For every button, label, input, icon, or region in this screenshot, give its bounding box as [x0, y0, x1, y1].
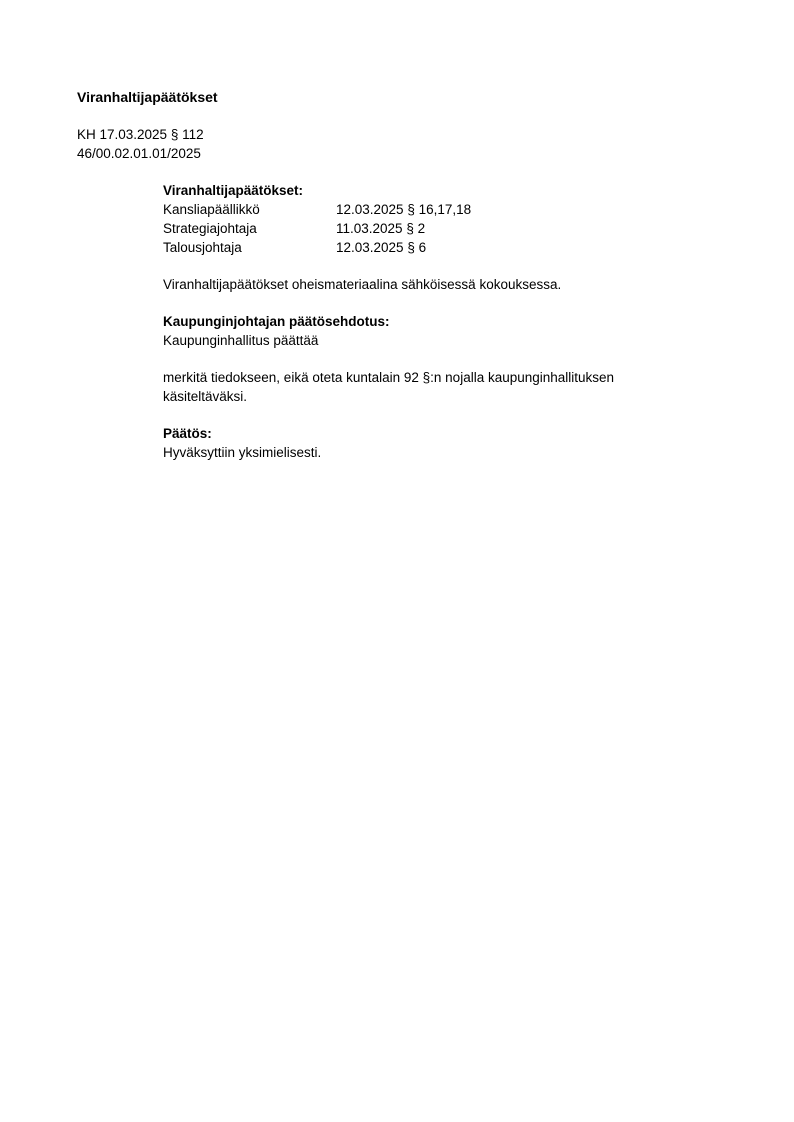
decisions-heading: Viranhaltijapäätökset: — [163, 183, 304, 198]
decision-ref: 11.03.2025 § 2 — [336, 221, 426, 236]
decision-row — [163, 219, 683, 238]
decision-ref: 12.03.2025 § 16,17,18 — [336, 202, 472, 217]
proposal-heading: Kaupunginjohtajan päätösehdotus: — [163, 314, 390, 329]
proposal-body: merkitä tiedokseen, eikä oteta kuntalain 92 §:n nojalla kaupunginhallituksen käsiteltäväksi. — [163, 370, 615, 404]
decision-row — [163, 238, 683, 257]
document-body — [163, 181, 683, 462]
record-id: 46/00.02.01.01/2025 — [77, 146, 201, 161]
decisions-note: Viranhaltijapäätökset oheismateriaalina sähköisessä kokouksessa. — [163, 277, 562, 292]
proposal-intro: Kaupunginhallitus päättää — [163, 333, 319, 348]
decision-ref: 12.03.2025 § 6 — [336, 240, 427, 255]
decision-row — [163, 200, 683, 219]
document-title: Viranhaltijapäätökset — [77, 89, 218, 105]
resolution-text: Hyväksyttiin yksimielisesti. — [163, 445, 322, 460]
meeting-reference — [77, 125, 204, 163]
resolution-heading: Päätös: — [163, 426, 212, 441]
meeting-paragraph: KH 17.03.2025 § 112 — [77, 127, 204, 142]
decision-role: Strategiajohtaja — [163, 221, 257, 236]
decision-role: Talousjohtaja — [163, 240, 242, 255]
decision-role: Kansliapäällikkö — [163, 202, 260, 217]
